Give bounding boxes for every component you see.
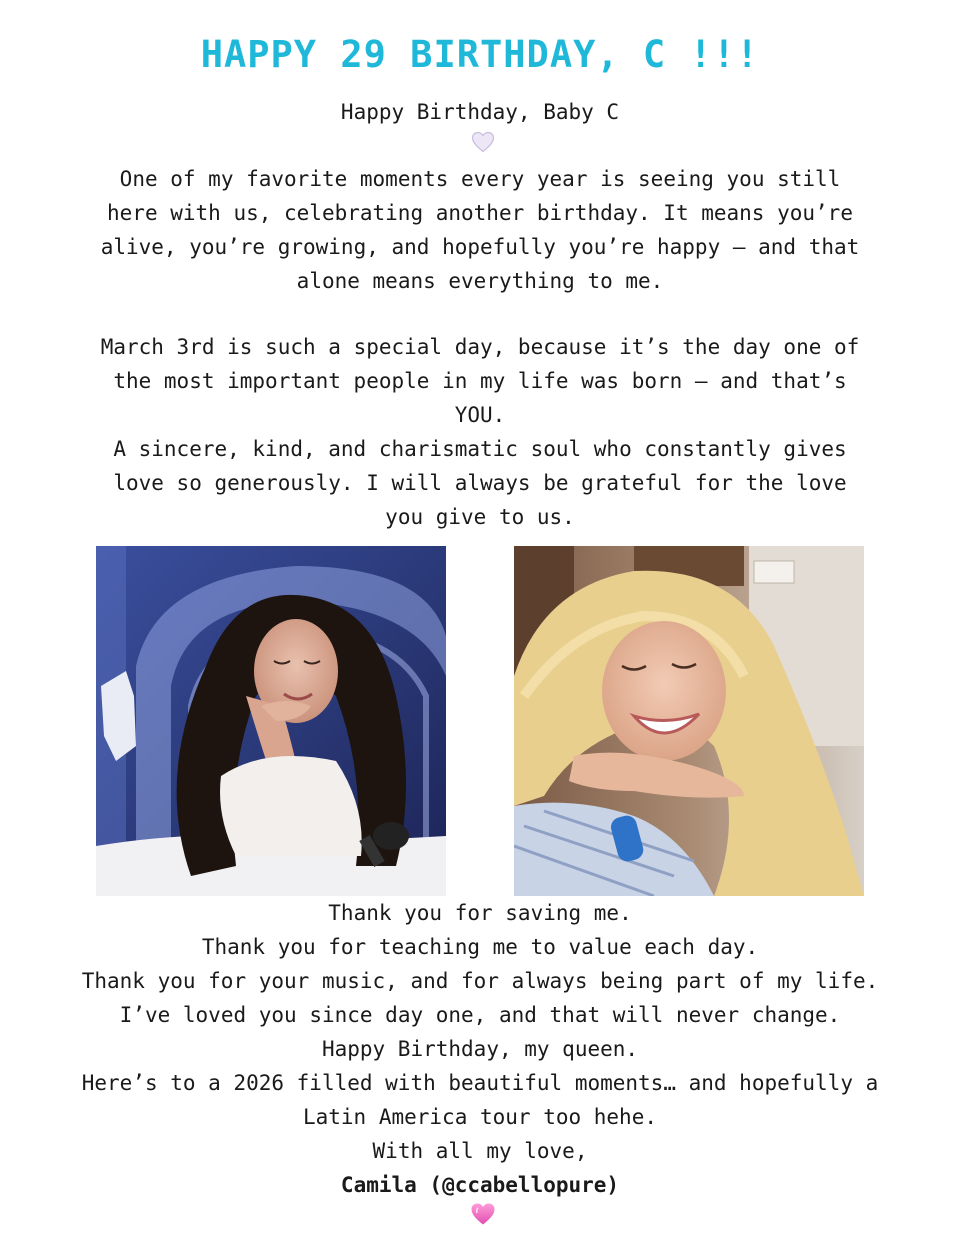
text-line: With all my love, xyxy=(372,1139,588,1163)
text-line: I’ve loved you since day one, and that will never change. xyxy=(119,1003,841,1027)
text-line: Latin America tour too hehe. xyxy=(302,1105,657,1129)
text-line: alone means everything to me. xyxy=(296,269,664,293)
text-line: A sincere, kind, and charismatic soul who constantly gives xyxy=(113,437,847,461)
text-line: One of my favorite moments every year is seeing you still xyxy=(119,167,841,191)
greeting-text: Happy Birthday, Baby C xyxy=(340,100,620,124)
signature xyxy=(10,1168,950,1236)
text-line: the most important people in my life was born — and that’s xyxy=(113,369,847,393)
photo-blonde-hair xyxy=(514,546,864,896)
text-line: love so generously. I will always be grateful for the love xyxy=(113,471,847,495)
text-line: Thank you for saving me. xyxy=(328,901,632,925)
text-line: Here’s to a 2026 filled with beautiful moments… and hopefully a xyxy=(81,1071,879,1095)
page-title: HAPPY 29 BIRTHDAY, C !!! xyxy=(200,33,760,76)
white-heart-icon xyxy=(16,129,950,163)
paragraph-favorite-moments xyxy=(10,162,950,298)
greeting-line xyxy=(10,95,950,163)
text-line: here with us, celebrating another birthday. It means you’re xyxy=(107,201,853,225)
pink-heart-icon xyxy=(16,1202,950,1236)
text-line: Happy Birthday, my queen. xyxy=(321,1037,639,1061)
text-line: March 3rd is such a special day, because it’s the day one of xyxy=(100,335,860,359)
signature-text: Camila (@ccabellopure) xyxy=(340,1173,620,1197)
closing-message xyxy=(10,896,950,1236)
text-line: you give to us. xyxy=(385,505,575,529)
text-line: YOU. xyxy=(454,403,506,427)
text-line: Thank you for your music, and for always being part of my life. xyxy=(81,969,879,993)
paragraph-march-3rd xyxy=(10,330,950,534)
text-line: Thank you for teaching me to value each day. xyxy=(201,935,759,959)
text-line: alive, you’re growing, and hopefully you’re happy — and that xyxy=(100,235,860,259)
photo-dark-hair xyxy=(96,546,446,896)
